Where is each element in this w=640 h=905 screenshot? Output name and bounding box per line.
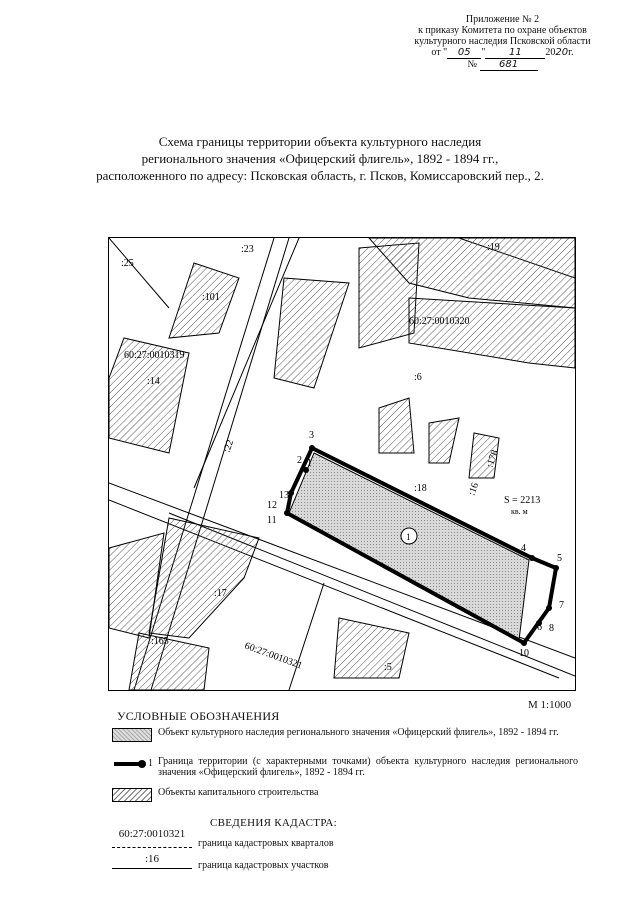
label-pt11: 11 [267, 515, 277, 526]
label-pt3: 3 [309, 430, 314, 441]
title-line1: Схема границы территории объекта культурного наследия [158, 134, 482, 149]
heritage-object-area [289, 453, 529, 640]
document-title [60, 133, 580, 184]
appendix-line1: Приложение № 2 [465, 14, 540, 25]
appendix-date-year: 20 [555, 47, 569, 58]
legend-title: УСЛОВНЫЕ ОБОЗНАЧЕНИЯ [117, 709, 280, 723]
appendix-number-value: 681 [480, 59, 538, 71]
cadastre-quarter-text: граница кадастровых кварталов [198, 838, 334, 849]
label-p25: :25 [121, 258, 134, 269]
cadastre-parcel-text: граница кадастровых участков [198, 860, 329, 871]
cadastre-parcel-code: :16 [144, 853, 160, 865]
label-pt5: 5 [557, 553, 562, 564]
legend-swatch-object [112, 728, 152, 742]
label-p178: :178 [484, 448, 501, 470]
label-p165: :165 [151, 636, 169, 647]
legend-swatch-boundary [112, 758, 153, 769]
label-p14: :14 [147, 376, 160, 387]
label-area: S = 2213 [504, 495, 541, 506]
map-svg [109, 238, 575, 690]
label-quarter-320: 60:27:0010320 [409, 316, 470, 327]
appendix-header [380, 14, 625, 71]
appendix-number: № 681 [380, 59, 625, 71]
legend-item-capital [112, 787, 578, 801]
label-area-unit: кв. м [511, 507, 528, 516]
legend-text-boundary: Граница территории (с характерными точками) объекта культурного наследия регионального значения «Офицерский флигель», 1892 - 1894 гг. [158, 756, 578, 778]
label-quarter-321: 60:27:0010321 [242, 640, 304, 672]
label-pt8: 8 [549, 623, 554, 634]
legend-item-boundary [112, 756, 578, 780]
label-pt1: 1 [307, 458, 312, 469]
cadastre-parcel-line [112, 868, 192, 869]
cadastral-map [108, 237, 576, 691]
cadastre-quarter-line [112, 847, 192, 848]
label-p18: :18 [414, 483, 427, 494]
label-pt4: 4 [521, 543, 526, 554]
title-line3: расположенного по адресу: Псковская область, г. Псков, Комиссаровский пер., 2. [96, 168, 544, 183]
label-p5: :5 [384, 662, 392, 673]
label-object-num: 1 [406, 532, 411, 542]
label-pt2: 2 [297, 455, 302, 466]
label-p6: :6 [414, 372, 422, 383]
label-pt12: 12 [267, 500, 277, 511]
appendix-date-day: 05 [447, 47, 481, 59]
label-p7: 7 [559, 600, 564, 611]
label-p16: :16 [466, 481, 482, 498]
legend-text-capital: Объекты капитального строительства [158, 787, 319, 798]
appendix-date-month: 11 [485, 47, 545, 59]
label-p101: :101 [202, 292, 220, 303]
label-pt6: 6 [537, 622, 542, 633]
legend-boundary-marker: 1 [148, 758, 153, 769]
label-pt13: 13 [279, 490, 289, 501]
cadastre-quarter-code: 60:27:0010321 [118, 828, 186, 840]
map-scale: М 1:1000 [528, 699, 572, 711]
title-line2: регионального значения «Офицерский флигель», 1892 - 1894 гг., [141, 151, 499, 166]
appendix-line2: к приказу Комитета по охране объектов [418, 25, 587, 36]
legend-text-object: Объект культурного наследия регионального значения «Офицерский флигель», 1892 - 1894 гг. [158, 727, 559, 738]
label-p17: :17 [214, 588, 227, 599]
label-p22: :22 [221, 438, 237, 455]
label-p23: :23 [241, 244, 254, 255]
cadastre-title: СВЕДЕНИЯ КАДАСТРА: [210, 817, 337, 829]
label-pt10: 10 [519, 648, 529, 659]
appendix-line3: культурного наследия Псковской области [414, 36, 591, 47]
appendix-date: от " 05 " 11 2020г. [431, 47, 574, 58]
legend-swatch-capital [112, 788, 152, 802]
legend-item-object [112, 727, 578, 751]
label-p19: :19 [487, 242, 500, 253]
label-quarter-319: 60:27:0010319 [124, 350, 185, 361]
